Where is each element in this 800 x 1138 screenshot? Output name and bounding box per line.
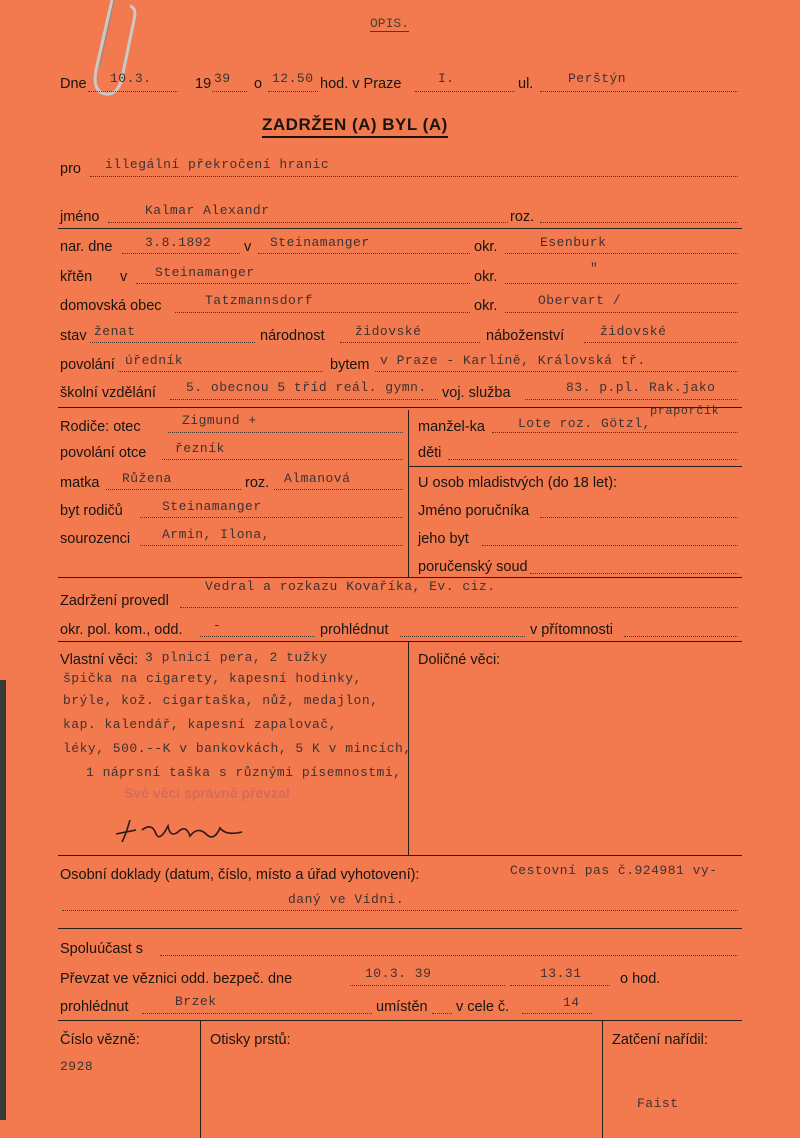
voj-label: voj. služba xyxy=(442,385,511,401)
roz-label: roz. xyxy=(510,209,535,225)
porucnik-label: Jméno poručníka xyxy=(418,503,530,519)
okr-prohlednut-label: prohlédnut xyxy=(320,622,389,638)
signature-mark xyxy=(112,812,252,847)
sourozenci-label: sourozenci xyxy=(60,531,131,547)
otisky-label: Otisky prstů: xyxy=(210,1032,291,1048)
domovska-okr-value: Obervart / xyxy=(538,293,622,308)
form-title: ZADRŽEN (A) BYL (A) xyxy=(262,115,448,138)
krten-v-label: v xyxy=(120,269,128,285)
byt-rodicu-value: Steinamanger xyxy=(162,499,262,514)
time-value: 12.50 xyxy=(272,71,314,86)
doklady-value: Cestovní pas č.924981 vy- xyxy=(510,863,718,878)
okr-pol-label: okr. pol. kom., odd. xyxy=(60,622,183,638)
prevzat-hod-label: o hod. xyxy=(620,971,661,987)
nar-okr-value: Esenburk xyxy=(540,235,607,250)
matka-roz-label: roz. xyxy=(245,475,270,491)
prevzat-date: 10.3. 39 xyxy=(365,966,432,981)
nar-value: 3.8.1892 xyxy=(145,235,212,250)
pritomnosti-label: v přítomnosti xyxy=(530,622,613,638)
rodice-label: Rodiče: otec xyxy=(60,419,141,435)
zatceni-label: Zatčení nařídil: xyxy=(612,1032,708,1048)
deti-label: děti xyxy=(418,445,442,461)
dne-label: Dne xyxy=(60,76,87,92)
skolni-value: 5. obecnou 5 tříd reál. gymn. xyxy=(186,380,427,395)
povolani-otce-label: povolání otce xyxy=(60,445,147,461)
bytem-value: v Praze - Karlíně, Královská tř. xyxy=(380,353,646,368)
domovska-label: domovská obec xyxy=(60,298,162,314)
ul-label: ul. xyxy=(518,76,534,92)
povolani-otce-value: řezník xyxy=(175,441,225,456)
torn-edge xyxy=(0,680,6,1120)
jmeno-value: Kalmar Alexandr xyxy=(145,203,270,218)
narodnost-value: židovské xyxy=(355,324,422,339)
street-value: Perštýn xyxy=(568,71,627,86)
veci-line-4: kap. kalendář, kapesní zapalovač, xyxy=(63,717,337,732)
veci-line-5: léky, 500.--K v bankovkách, 5 K v mincích, xyxy=(63,741,412,756)
nabozenstvi-value: židovské xyxy=(600,324,667,339)
manzel-label: manžel-ka xyxy=(418,419,485,435)
krten-okr-value: " xyxy=(590,261,599,276)
domovska-value: Tatzmannsdorf xyxy=(205,293,313,308)
byt-rodicu-label: byt rodičů xyxy=(60,503,123,519)
matka-value: Růžena xyxy=(122,471,172,486)
bytem-label: bytem xyxy=(330,357,370,373)
doklady-label: Osobní doklady (datum, číslo, místo a úřad vyhotovení): xyxy=(60,867,420,883)
soud-label: poručenský soud xyxy=(418,559,528,575)
krten-label: křtěn xyxy=(60,269,93,285)
nar-okr-label: okr. xyxy=(474,239,498,255)
nar-place: Steinamanger xyxy=(270,235,370,250)
domovska-okr-label: okr. xyxy=(474,298,498,314)
prohlednut-value: Brzek xyxy=(175,994,217,1009)
cele-value: 14 xyxy=(563,995,580,1010)
dolicne-veci-label: Doličné věci: xyxy=(418,652,501,668)
zadrzeni-label: Zadržení provedl xyxy=(60,593,169,609)
manzel-value: Lote roz. Götzl, xyxy=(518,416,651,431)
received-stamp: Své věci správně převzal xyxy=(124,785,290,801)
voj-value: 83. p.pl. Rak.jako xyxy=(566,380,716,395)
povolani-label: povolání xyxy=(60,357,115,373)
jmeno-label: jméno xyxy=(60,209,100,225)
okr-pol-value: - xyxy=(213,618,222,633)
veci-line-1: 3 plnicí pera, 2 tužky xyxy=(145,650,328,665)
matka-roz-value: Almanová xyxy=(284,471,351,486)
stav-value: ženat xyxy=(94,324,136,339)
jeho-byt-label: jeho byt xyxy=(418,531,469,547)
dne-value: 10.3. xyxy=(110,71,152,86)
veci-line-3: brýle, kož. cigartaška, nůž, medajlon, xyxy=(63,693,379,708)
district-value: I. xyxy=(438,71,455,86)
krten-place: Steinamanger xyxy=(155,265,255,280)
matka-label: matka xyxy=(60,475,100,491)
nabozenstvi-label: náboženství xyxy=(486,328,565,344)
vlastni-veci-label: Vlastní věci: xyxy=(60,652,139,668)
doklady-value-2: daný ve Vídni. xyxy=(288,892,405,907)
nar-label: nar. dne xyxy=(60,239,113,255)
narodnost-label: národnost xyxy=(260,328,325,344)
povolani-value: úředník xyxy=(125,353,184,368)
umisten-label: umístěn xyxy=(376,999,428,1015)
pro-label: pro xyxy=(60,161,81,177)
krten-okr-label: okr. xyxy=(474,269,498,285)
zadrzeni-value: Vedral a rozkazu Kovaříka, Ev. ciz. xyxy=(205,579,496,594)
minors-label: U osob mladistvých (do 18 let): xyxy=(418,475,618,491)
prevzat-label: Převzat ve věznici odd. bezpeč. dne xyxy=(60,971,293,987)
pro-value: illegální překročení hranic xyxy=(105,157,330,172)
cislo-veznie-label: Číslo vězně: xyxy=(60,1032,140,1048)
sourozenci-value: Armin, Ilona, xyxy=(162,527,270,542)
year-value: 39 xyxy=(214,71,231,86)
veci-line-6: 1 náprsní taška s různými písemnostmi, xyxy=(86,765,402,780)
zatceni-value: Faist xyxy=(637,1096,679,1111)
prevzat-time: 13.31 xyxy=(540,966,582,981)
voj-value-rank: praporčík xyxy=(650,404,720,418)
veci-line-2: špička na cigarety, kapesní hodinky, xyxy=(63,671,362,686)
nar-v-label: v xyxy=(244,239,252,255)
opis-label: OPIS. xyxy=(370,16,410,31)
stav-label: stav xyxy=(60,328,87,344)
spoluucast-label: Spoluúčast s xyxy=(60,941,144,957)
skolni-label: školní vzdělání xyxy=(60,385,156,401)
hod-praze-label: hod. v Praze xyxy=(320,76,402,92)
otec-value: Zigmund + xyxy=(182,413,257,428)
cele-label: v cele č. xyxy=(456,999,510,1015)
o-label: o xyxy=(254,76,263,92)
cislo-veznie-value: 2928 xyxy=(60,1059,94,1074)
prohlednut-label: prohlédnut xyxy=(60,999,129,1015)
year-prefix: 19 xyxy=(195,76,212,92)
